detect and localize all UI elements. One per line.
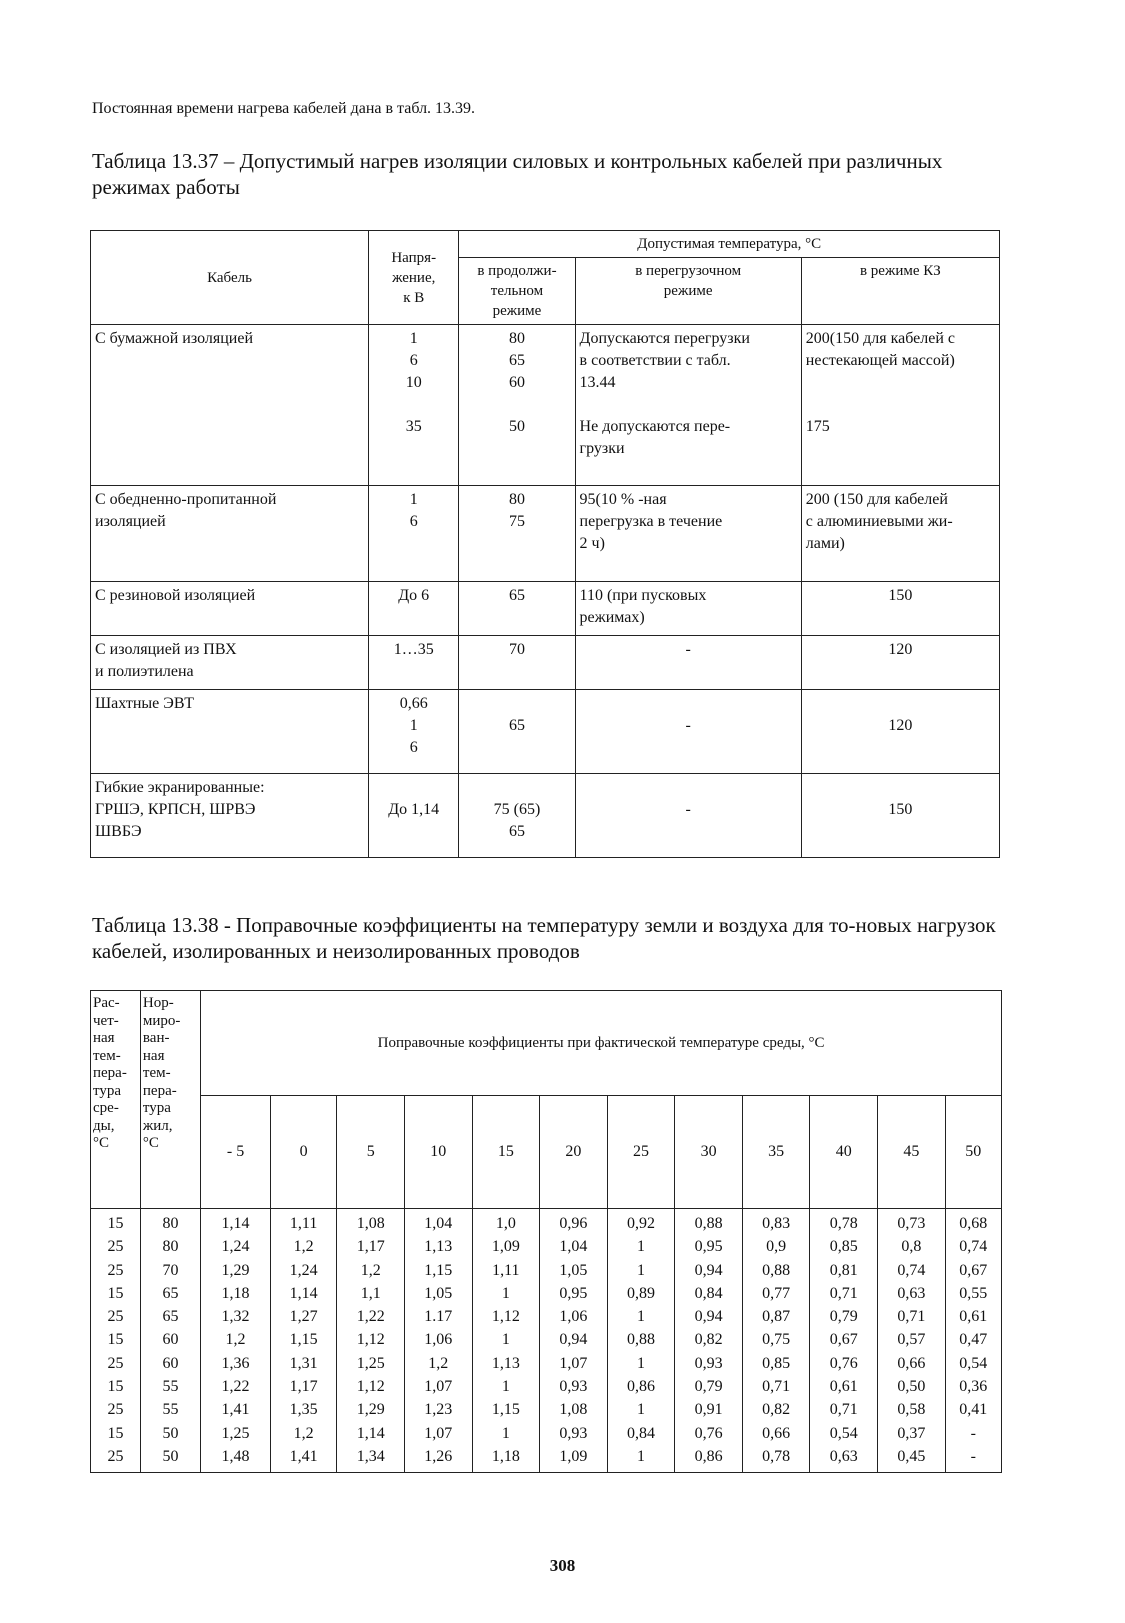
cell-voltage: До 6 bbox=[369, 582, 459, 636]
value-cell: 25 bbox=[107, 1308, 124, 1326]
temperature-header: 25 bbox=[607, 1096, 675, 1209]
value-cell: 1 bbox=[637, 1401, 645, 1419]
cell-cable: Гибкие экранированные: ГРШЭ, КРПСН, ШРВЭ ШВБЭ bbox=[91, 774, 369, 858]
value-cell: 0,9 bbox=[766, 1238, 787, 1256]
value-cell: 0,58 bbox=[897, 1401, 926, 1419]
value-cell: 15 bbox=[107, 1378, 124, 1396]
cell-voltage: 1 6 10 35 bbox=[369, 325, 459, 486]
value-cell: 1,23 bbox=[424, 1401, 453, 1419]
coefficient-column bbox=[404, 1209, 472, 1473]
value-cell: 15 bbox=[107, 1424, 124, 1442]
cell-voltage: До 1,14 bbox=[369, 774, 459, 858]
header-correction-coefficients: Поправочные коэффициенты при фактической температуре среды, °С bbox=[201, 991, 1002, 1096]
coefficient-column bbox=[607, 1209, 675, 1473]
value-cell: 0,71 bbox=[897, 1308, 926, 1326]
value-cell: 1 bbox=[637, 1308, 645, 1326]
cell-continuous: 65 bbox=[459, 690, 575, 774]
value-cell: 55 bbox=[162, 1378, 179, 1396]
coefficient-column bbox=[945, 1209, 1001, 1473]
value-cell: 0,37 bbox=[897, 1424, 926, 1442]
value-cell: 0,93 bbox=[559, 1424, 588, 1442]
value-cell: 0,79 bbox=[829, 1308, 858, 1326]
value-cell: 1,11 bbox=[289, 1215, 318, 1232]
cell-overload: - bbox=[575, 636, 801, 690]
value-cell: 0,74 bbox=[959, 1238, 988, 1256]
value-cell: 0,66 bbox=[897, 1354, 926, 1372]
cell-voltage: 0,66 1 6 bbox=[369, 690, 459, 774]
value-cell: 0,91 bbox=[694, 1401, 723, 1419]
value-cell: 1,05 bbox=[559, 1261, 588, 1279]
value-cell: 1,25 bbox=[356, 1354, 385, 1372]
value-cell: 1,06 bbox=[559, 1308, 588, 1326]
value-cell: 0,93 bbox=[559, 1378, 588, 1396]
temperature-header: 5 bbox=[337, 1096, 405, 1209]
value-cell: 1,27 bbox=[289, 1308, 318, 1326]
value-cell: 1,06 bbox=[424, 1331, 453, 1349]
value-cell: 50 bbox=[162, 1447, 179, 1465]
value-cell: 0,79 bbox=[694, 1378, 723, 1396]
value-cell: 1,15 bbox=[424, 1261, 453, 1279]
value-cell: 55 bbox=[162, 1401, 179, 1419]
cell-continuous: 80 75 bbox=[459, 486, 575, 582]
value-cell: 1,48 bbox=[221, 1447, 250, 1465]
value-cell: 0,61 bbox=[829, 1378, 858, 1396]
value-cell: 1,12 bbox=[356, 1378, 385, 1396]
cell-cable: С изоляцией из ПВХ и полиэтилена bbox=[91, 636, 369, 690]
table-13-37-title: Таблица 13.37 – Допустимый нагрев изоляции силовых и контрольных кабелей при различных режимах работы bbox=[92, 149, 943, 199]
value-cell: 0,84 bbox=[627, 1424, 655, 1442]
value-cell: 0,67 bbox=[829, 1331, 858, 1349]
value-cell: 0,92 bbox=[627, 1215, 655, 1232]
value-cell: 1,34 bbox=[356, 1447, 385, 1465]
cell-short-circuit: 200(150 для кабелей с нестекающей массой) 175 bbox=[801, 325, 999, 486]
value-cell: 1,22 bbox=[221, 1378, 250, 1396]
value-cell: 1,04 bbox=[424, 1215, 453, 1232]
value-cell: 1,15 bbox=[289, 1331, 318, 1349]
temperature-header: 20 bbox=[540, 1096, 608, 1209]
value-cell: 1 bbox=[501, 1284, 510, 1302]
value-cell: 0,85 bbox=[762, 1354, 791, 1372]
header-calc-temperature: Рас- чет- ная тем- пера- тура сре- ды, °С bbox=[91, 991, 141, 1209]
value-cell: 0,82 bbox=[694, 1331, 723, 1349]
cell-overload: - bbox=[575, 690, 801, 774]
temperature-header: - 5 bbox=[201, 1096, 271, 1209]
coefficient-column bbox=[742, 1209, 810, 1473]
value-cell: 1,11 bbox=[492, 1261, 520, 1279]
value-cell: 0,75 bbox=[762, 1331, 791, 1349]
value-cell: 1,07 bbox=[424, 1378, 453, 1396]
table-13-38-title: Таблица 13.38 - Поправочные коэффициенты на температуру земли и воздуха для то-новых нагрузок кабелей, изолированных и неизолированных проводов bbox=[92, 913, 996, 963]
value-cell: 0,83 bbox=[762, 1215, 791, 1232]
calc-temperature-column bbox=[91, 1209, 141, 1473]
value-cell: 1,2 bbox=[360, 1261, 381, 1279]
temperature-header: 15 bbox=[472, 1096, 540, 1209]
cell-voltage: 1…35 bbox=[369, 636, 459, 690]
value-cell: 1,12 bbox=[491, 1308, 520, 1326]
value-cell: 1,09 bbox=[491, 1238, 520, 1256]
table-row bbox=[91, 325, 1000, 486]
cell-continuous: 70 bbox=[459, 636, 575, 690]
value-cell: 1 bbox=[501, 1331, 510, 1349]
value-cell: 1,15 bbox=[491, 1401, 520, 1419]
header-overload: в перегрузочном режиме bbox=[575, 258, 801, 325]
page-number: 308 bbox=[549, 1556, 576, 1575]
value-cell: 1,1 bbox=[360, 1284, 381, 1302]
value-cell: 0,67 bbox=[959, 1261, 988, 1279]
value-cell: 1,22 bbox=[356, 1308, 385, 1326]
value-cell: 0,68 bbox=[959, 1215, 988, 1232]
value-cell: 1,2 bbox=[293, 1424, 314, 1442]
header-voltage: Напря- жение, к В bbox=[369, 231, 459, 325]
value-cell: 1,18 bbox=[221, 1284, 250, 1302]
cell-short-circuit: 120 bbox=[801, 636, 999, 690]
value-cell: 0,95 bbox=[694, 1238, 723, 1256]
value-cell: 1,41 bbox=[221, 1401, 250, 1419]
value-cell: 0,78 bbox=[762, 1447, 791, 1465]
value-cell: - bbox=[970, 1447, 976, 1465]
cell-overload: Допускаются перегрузки в соответствии с табл. 13.44 Не допускаются пере- грузки bbox=[575, 325, 801, 486]
cell-cable: С резиновой изоляцией bbox=[91, 582, 369, 636]
value-cell: 0,54 bbox=[829, 1424, 858, 1442]
value-cell: 0,47 bbox=[959, 1331, 988, 1349]
value-cell: 0,63 bbox=[897, 1284, 926, 1302]
table-row bbox=[91, 486, 1000, 582]
cell-voltage: 1 6 bbox=[369, 486, 459, 582]
temperature-header: 0 bbox=[270, 1096, 337, 1209]
table-row bbox=[91, 774, 1000, 858]
value-cell: 0,41 bbox=[959, 1401, 988, 1419]
value-cell: 1,26 bbox=[424, 1447, 453, 1465]
value-cell: 0,94 bbox=[559, 1331, 588, 1349]
coefficient-column bbox=[201, 1209, 271, 1473]
value-cell: 1,14 bbox=[221, 1215, 250, 1232]
intro-text: Постоянная времени нагрева кабелей дана в табл. 13.39. bbox=[92, 100, 476, 117]
value-cell: 0,81 bbox=[829, 1261, 858, 1279]
value-cell: 1,18 bbox=[491, 1447, 520, 1465]
value-cell: 1,08 bbox=[356, 1215, 385, 1232]
header-cable: Кабель bbox=[91, 231, 369, 325]
value-cell: 25 bbox=[107, 1401, 124, 1419]
value-cell: 15 bbox=[107, 1331, 124, 1349]
coefficient-column bbox=[675, 1209, 743, 1473]
value-cell: 0,85 bbox=[829, 1238, 858, 1256]
value-cell: 1,31 bbox=[289, 1354, 318, 1372]
temperature-header: 35 bbox=[742, 1096, 810, 1209]
value-cell: 0,71 bbox=[829, 1284, 858, 1302]
table-13-37 bbox=[90, 230, 1000, 858]
temperature-header: 45 bbox=[878, 1096, 946, 1209]
header-short-circuit: в режиме КЗ bbox=[801, 258, 999, 325]
value-cell: 0,66 bbox=[762, 1424, 791, 1442]
value-cell: 0,96 bbox=[559, 1215, 588, 1232]
header-allowed-temperature: Допустимая температура, °С bbox=[459, 231, 1000, 258]
value-cell: 70 bbox=[162, 1261, 179, 1279]
value-cell: 0,94 bbox=[694, 1308, 723, 1326]
value-cell: 60 bbox=[162, 1331, 179, 1349]
value-cell: 1.17 bbox=[424, 1308, 453, 1326]
value-cell: 0,36 bbox=[959, 1378, 988, 1396]
cell-continuous: 75 (65) 65 bbox=[459, 774, 575, 858]
value-cell: 0,94 bbox=[694, 1261, 723, 1279]
value-cell: 0,71 bbox=[762, 1378, 791, 1396]
value-cell: 1,24 bbox=[221, 1238, 250, 1256]
value-cell: 1,05 bbox=[424, 1284, 453, 1302]
value-cell: 1,29 bbox=[221, 1261, 250, 1279]
value-cell: 0,76 bbox=[694, 1424, 723, 1442]
cell-short-circuit: 150 bbox=[801, 774, 999, 858]
value-cell: 0,76 bbox=[829, 1354, 858, 1372]
header-continuous: в продолжи- тельном режиме bbox=[459, 258, 575, 325]
value-cell: 1,29 bbox=[356, 1401, 385, 1419]
value-cell: 0,87 bbox=[762, 1308, 791, 1326]
coefficient-column bbox=[810, 1209, 878, 1473]
value-cell: 1,24 bbox=[289, 1261, 318, 1279]
value-cell: 0,95 bbox=[559, 1284, 588, 1302]
coefficient-column bbox=[540, 1209, 608, 1473]
value-cell: 1,07 bbox=[559, 1354, 588, 1372]
value-cell: 1,35 bbox=[289, 1401, 318, 1419]
value-cell: - bbox=[970, 1424, 976, 1442]
value-cell: 0,61 bbox=[959, 1308, 988, 1326]
value-cell: 25 bbox=[107, 1238, 124, 1256]
value-cell: 0,86 bbox=[627, 1378, 655, 1396]
table-row bbox=[91, 582, 1000, 636]
value-cell: 25 bbox=[107, 1261, 124, 1279]
value-cell: 1,12 bbox=[356, 1331, 385, 1349]
value-cell: 0,88 bbox=[694, 1215, 723, 1232]
cell-overload: 95(10 % -ная перегрузка в течение 2 ч) bbox=[575, 486, 801, 582]
value-cell: 1,0 bbox=[495, 1215, 516, 1232]
table-row bbox=[91, 636, 1000, 690]
value-cell: 25 bbox=[107, 1354, 124, 1372]
coefficient-column bbox=[878, 1209, 946, 1473]
cell-overload: - bbox=[575, 774, 801, 858]
value-cell: 0,82 bbox=[762, 1401, 791, 1419]
norm-temperature-column bbox=[140, 1209, 200, 1473]
value-cell: 0,73 bbox=[897, 1215, 926, 1232]
value-cell: 60 bbox=[162, 1354, 179, 1372]
table-row bbox=[91, 690, 1000, 774]
value-cell: 1 bbox=[637, 1238, 645, 1256]
temperature-header: 30 bbox=[675, 1096, 743, 1209]
header-norm-temperature: Нор- миро- ван- ная тем- пера- тура жил, °С bbox=[140, 991, 200, 1209]
value-cell: 0,71 bbox=[829, 1401, 858, 1419]
value-cell: 0,93 bbox=[694, 1354, 723, 1372]
value-cell: 0,78 bbox=[829, 1215, 858, 1232]
value-cell: 1,17 bbox=[356, 1238, 385, 1256]
value-cell: 1 bbox=[501, 1378, 510, 1396]
value-cell: 1,13 bbox=[424, 1238, 453, 1256]
value-cell: 15 bbox=[107, 1215, 124, 1232]
value-cell: 1,41 bbox=[289, 1447, 318, 1465]
temperature-header: 10 bbox=[404, 1096, 472, 1209]
value-cell: 1,17 bbox=[289, 1378, 318, 1396]
temperature-header: 50 bbox=[945, 1096, 1001, 1209]
cell-overload: 110 (при пусковых режимах) bbox=[575, 582, 801, 636]
cell-cable: С обедненно-пропитанной изоляцией bbox=[91, 486, 369, 582]
value-cell: 1,08 bbox=[559, 1401, 588, 1419]
value-cell: 1,2 bbox=[225, 1331, 246, 1349]
value-cell: 15 bbox=[107, 1284, 124, 1302]
value-cell: 0,77 bbox=[762, 1284, 791, 1302]
value-cell: 1 bbox=[637, 1354, 645, 1372]
value-cell: 1,04 bbox=[559, 1238, 588, 1256]
value-cell: 0,45 bbox=[897, 1447, 926, 1465]
value-cell: 80 bbox=[162, 1215, 179, 1232]
coefficient-column bbox=[270, 1209, 337, 1473]
value-cell: 65 bbox=[162, 1284, 179, 1302]
value-cell: 1 bbox=[501, 1424, 510, 1442]
value-cell: 0,50 bbox=[897, 1378, 926, 1396]
value-cell: 1,07 bbox=[424, 1424, 453, 1442]
cell-cable: Шахтные ЭВТ bbox=[91, 690, 369, 774]
value-cell: 1,36 bbox=[221, 1354, 250, 1372]
coefficient-column bbox=[472, 1209, 540, 1473]
value-cell: 65 bbox=[162, 1308, 179, 1326]
cell-continuous: 65 bbox=[459, 582, 575, 636]
value-cell: 1,14 bbox=[289, 1284, 318, 1302]
cell-short-circuit: 120 bbox=[801, 690, 999, 774]
value-cell: 50 bbox=[162, 1424, 179, 1442]
value-cell: 1,09 bbox=[559, 1447, 588, 1465]
cell-continuous: 80 65 60 50 bbox=[459, 325, 575, 486]
value-cell: 0,55 bbox=[959, 1284, 988, 1302]
value-cell: 0,86 bbox=[694, 1447, 723, 1465]
value-cell: 1 bbox=[637, 1447, 645, 1465]
temperature-header: 40 bbox=[810, 1096, 878, 1209]
value-cell: 1,13 bbox=[491, 1354, 520, 1372]
value-cell: 0,8 bbox=[901, 1238, 922, 1256]
value-cell: 1,25 bbox=[221, 1424, 250, 1442]
coefficient-column bbox=[337, 1209, 405, 1473]
value-cell: 0,57 bbox=[897, 1331, 926, 1349]
value-cell: 1,2 bbox=[428, 1354, 449, 1372]
value-cell: 25 bbox=[107, 1447, 124, 1465]
cell-short-circuit: 200 (150 для кабелей с алюминиевыми жи- лами) bbox=[801, 486, 999, 582]
value-cell: 80 bbox=[162, 1238, 179, 1256]
value-cell: 0,74 bbox=[897, 1261, 926, 1279]
value-cell: 1,14 bbox=[356, 1424, 385, 1442]
value-cell: 0,54 bbox=[959, 1354, 988, 1372]
value-cell: 0,89 bbox=[627, 1284, 655, 1302]
value-cell: 1,2 bbox=[293, 1238, 314, 1256]
cell-cable: С бумажной изоляцией bbox=[91, 325, 369, 486]
value-cell: 0,88 bbox=[762, 1261, 791, 1279]
value-cell: 0,84 bbox=[694, 1284, 723, 1302]
cell-short-circuit: 150 bbox=[801, 582, 999, 636]
value-cell: 1,32 bbox=[221, 1308, 250, 1326]
table-13-38 bbox=[90, 990, 1002, 1473]
value-cell: 0,63 bbox=[829, 1447, 858, 1465]
value-cell: 0,88 bbox=[627, 1331, 655, 1349]
value-cell: 1 bbox=[637, 1261, 645, 1279]
